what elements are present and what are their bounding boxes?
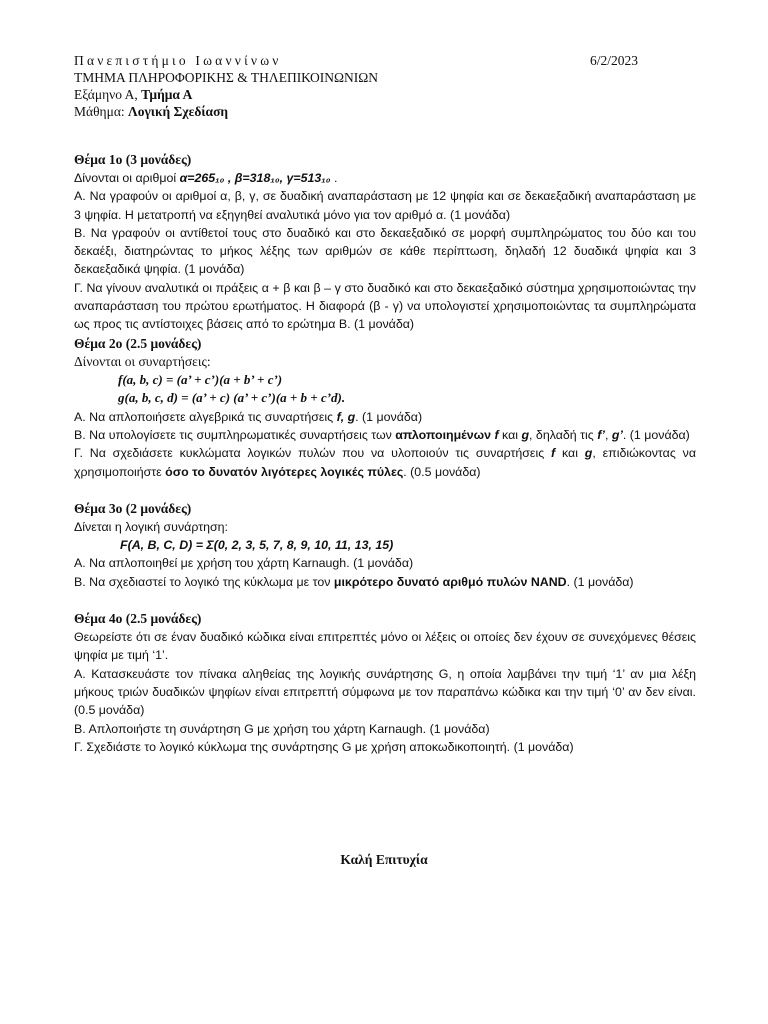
question-2-part-b [74, 426, 696, 444]
question-3 [74, 499, 696, 591]
question-1-part-b: Β. Να γραφούν οι αντίθετοί τους στο δυαδικό και στο δεκαεξαδικό σε μορφή συμπληρώματος του δύο και του δεκαέξι, διατηρώντας το μήκος λέξης των αριθμών σε κάθε περίπτωση, δηλαδή 12 δυαδικά ψηφία και 3 δεκαεξαδικά ψηφία. (1 μονάδα) [74, 225, 696, 277]
question-1-intro-text: Δίνονται οι αριθμοί [74, 171, 180, 185]
department-name: ΤΜΗΜΑ ΠΛΗΡΟΦΟΡΙΚΗΣ & ΤΗΛΕΠΙΚΟΙΝΩΝΙΩΝ [74, 70, 379, 85]
question-3-part-b-text: Β. Να σχεδιαστεί το λογικό της κύκλωμα με τον [74, 574, 334, 589]
question-2-part-b-mid: , δηλαδή τις [529, 427, 598, 442]
question-2 [74, 334, 696, 481]
question-2-part-c-bold: όσο το δυνατόν λιγότερες λογικές πύλες [165, 464, 404, 479]
spacer [74, 481, 696, 499]
question-1-part-c: Γ. Να γίνουν αναλυτικά οι πράξεις α + β και β – γ στο δυαδικό και στο δεκαεξαδικό σύστημα χρησιμοποιώντας την αναπαράσταση του πρώτου ερωτήματος. Η διαφορά (β - γ) να υπολογιστεί χρησιμοποιώντας τα συμπληρώματα ως προς τις αντίστοιχες βάσεις από το ερώτημα Β. (1 μονάδα) [74, 280, 696, 332]
question-1-numbers: α=265₁₀ , β=318₁₀, γ=513₁₀ [179, 171, 331, 185]
question-2-part-b-gprime: g’ [611, 427, 623, 442]
question-2-part-c-and: και [555, 446, 585, 461]
question-4-heading: Θέμα 4ο (2.5 μονάδες) [74, 611, 202, 627]
question-2-part-c-text: Γ. Να σχεδιάσετε κυκλώματα λογικών πυλών που να υλοποιούν τις συναρτήσεις [74, 446, 552, 461]
question-2-intro: Δίνονται οι συναρτήσεις: [74, 353, 211, 369]
question-1-heading: Θέμα 1ο (3 μονάδες) [74, 152, 192, 167]
question-1-part-a: Α. Να γραφούν οι αριθμοί α, β, γ, σε δυαδική αναπαράσταση με 12 ψηφία και σε δεκαεξαδική αναπαράσταση με 3 ψηφία. Η μετατροπή να εξηγηθεί αναλυτικά μόνο για τον αριθμό α. (1 μονάδα) [74, 189, 696, 222]
question-2-part-b-text: Β. Να υπολογίσετε τις συμπληρωματικές συναρτήσεις των [74, 427, 396, 442]
question-2-part-c-g: g [584, 446, 593, 461]
question-3-part-b [74, 573, 696, 591]
question-2-part-b-comma: , [604, 427, 612, 442]
exam-header [74, 52, 694, 120]
question-2-part-a-text: Α. Να απλοποιήσετε αλγεβρικά τις συναρτήσεις [74, 409, 337, 424]
question-1-intro [74, 169, 696, 187]
question-4-part-a: Α. Κατασκευάστε τον πίνακα αληθείας της λογικής συνάρτησης G, η οποία λαμβάνει την τιμή ‘1’ αν μια λέξη μήκους τριών δυαδικών ψηφίων είναι επιτρεπτή σύμφωνα με τον παραπάνω κώδικα και την τιμή ‘0’ αν δεν είναι. (0.5 μονάδα) [74, 666, 696, 718]
question-2-part-c-points: . (0.5 μονάδα) [403, 464, 481, 479]
function-F-formula: F(A, B, C, D) = Σ(0, 2, 3, 5, 7, 8, 9, 10, 11, 13, 15) [120, 538, 394, 553]
question-4-part-b: Β. Απλοποιήστε τη συνάρτηση G με χρήση του χάρτη Karnaugh. (1 μονάδα) [74, 721, 490, 736]
question-3-heading: Θέμα 3ο (2 μονάδες) [74, 500, 192, 516]
closing-message: Καλή Επιτυχία [340, 852, 428, 867]
question-3-part-b-bold: μικρότερο δυνατό αριθμό πυλών NAND [333, 574, 567, 589]
question-3-intro: Δίνεται η λογική συνάρτηση: [74, 519, 228, 534]
question-2-part-a-points: . (1 μονάδα) [355, 409, 423, 424]
question-2-part-c-mid: , επιδιώκοντας να χρησιμοποιήστε [74, 446, 696, 479]
question-2-part-b-points: . (1 μονάδα) [622, 427, 690, 442]
question-2-part-b-and: και [498, 427, 522, 442]
exam-content [74, 150, 696, 756]
function-f-formula: f(a, b, c) = (a’ + c’)(a + b’ + c’) [118, 371, 283, 387]
question-3-part-a: Α. Να απλοποιηθεί με χρήση του χάρτη Karnaugh. (1 μονάδα) [74, 556, 414, 571]
semester-label: Εξάμηνο Α, [74, 87, 142, 102]
question-2-part-a [74, 408, 696, 426]
course-name: Λογική Σχεδίαση [128, 104, 229, 119]
question-1-intro-end: . [330, 171, 338, 185]
question-2-part-a-funcs: f, g [336, 409, 356, 424]
question-4-part-c: Γ. Σχεδιάστε το λογικό κύκλωμα της συνάρτησης G με χρήση αποκωδικοποιητή. (1 μονάδα) [74, 739, 574, 754]
question-2-part-b-fprime: f’ [597, 427, 605, 442]
question-2-part-b-f: f [494, 427, 499, 442]
function-g-formula: g(a, b, c, d) = (a’ + c) (a’ + c’)(a + b + c’d). [118, 390, 346, 406]
university-name: Πανεπιστήμιο Ιωαννίνων [74, 53, 282, 68]
course-line [74, 103, 694, 120]
spacer [74, 591, 696, 609]
question-2-part-b-bold: απλοποιημένων [395, 427, 492, 442]
semester-line [74, 86, 694, 103]
question-3-part-b-points: . (1 μονάδα) [566, 574, 634, 589]
question-2-part-c-f: f [551, 446, 556, 461]
section-label: Τμήμα Α [141, 87, 193, 102]
question-2-part-b-g: g [521, 427, 530, 442]
question-4-intro: Θεωρείστε ότι σε έναν δυαδικό κώδικα είναι επιτρεπτές μόνο οι λέξεις οι οποίες δεν έχουν σε συνεχόμενες θέσεις ψηφία με τιμή ‘1’. [74, 630, 696, 663]
question-2-part-c [74, 444, 696, 481]
question-1 [74, 150, 696, 334]
question-2-heading: Θέμα 2ο (2.5 μονάδες) [74, 335, 202, 351]
question-4 [74, 609, 696, 756]
exam-date: 6/2/2023 [589, 53, 638, 68]
course-label: Μάθημα: [74, 104, 129, 119]
